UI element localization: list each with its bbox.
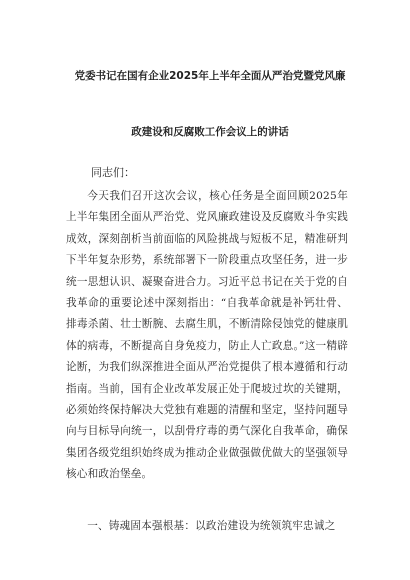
document-title-line-2: 政建设和反腐败工作会议上的讲话 [131,126,289,138]
greeting: 同志们： [91,166,135,179]
section-heading-paragraph: 一、铸魂固本强根基：以政治建设为统领筑牢忠诚之 [87,520,336,532]
body-paragraph: 今天我们召开这次会议，核心任务是全面回顾2025年上半年集团全面从严治党、党风廉政建设及反腐败斗争实践成效，深刻剖析当前面临的风险挑战与短板不足，精准研判下半年复杂形势，系统部署下一阶段重点攻坚任务，进一步统一思想认识、凝聚奋进合力。习近平总书记在关于党的自我革命的重要论述中深刻指出：“自我革命就是补钙壮骨、排毒杀菌、壮士断腕、去腐生肌，不断清除侵蚀党的健康肌体的病毒，不断提高自身免疫力，防止人亡政息。”这一精辟论断，为我们纵深推进全面从严治党提供了根本遵循和行动指南。当前，国有企业改革发展正处于爬坡过坎的关键期，必须始终保持解决大党独有难题的清醒和坚定，坚持问题导向与目标导向统一，以刮骨疗毒的勇气深化自我革命，确保集团各级党组织始终成为推动企业做强做优做大的坚强领导核心和政治堡垒。 [66,190,348,481]
document-title-line-1: 党委书记在国有企业2025年上半年全面从严治党暨党风廉 [74,70,346,82]
